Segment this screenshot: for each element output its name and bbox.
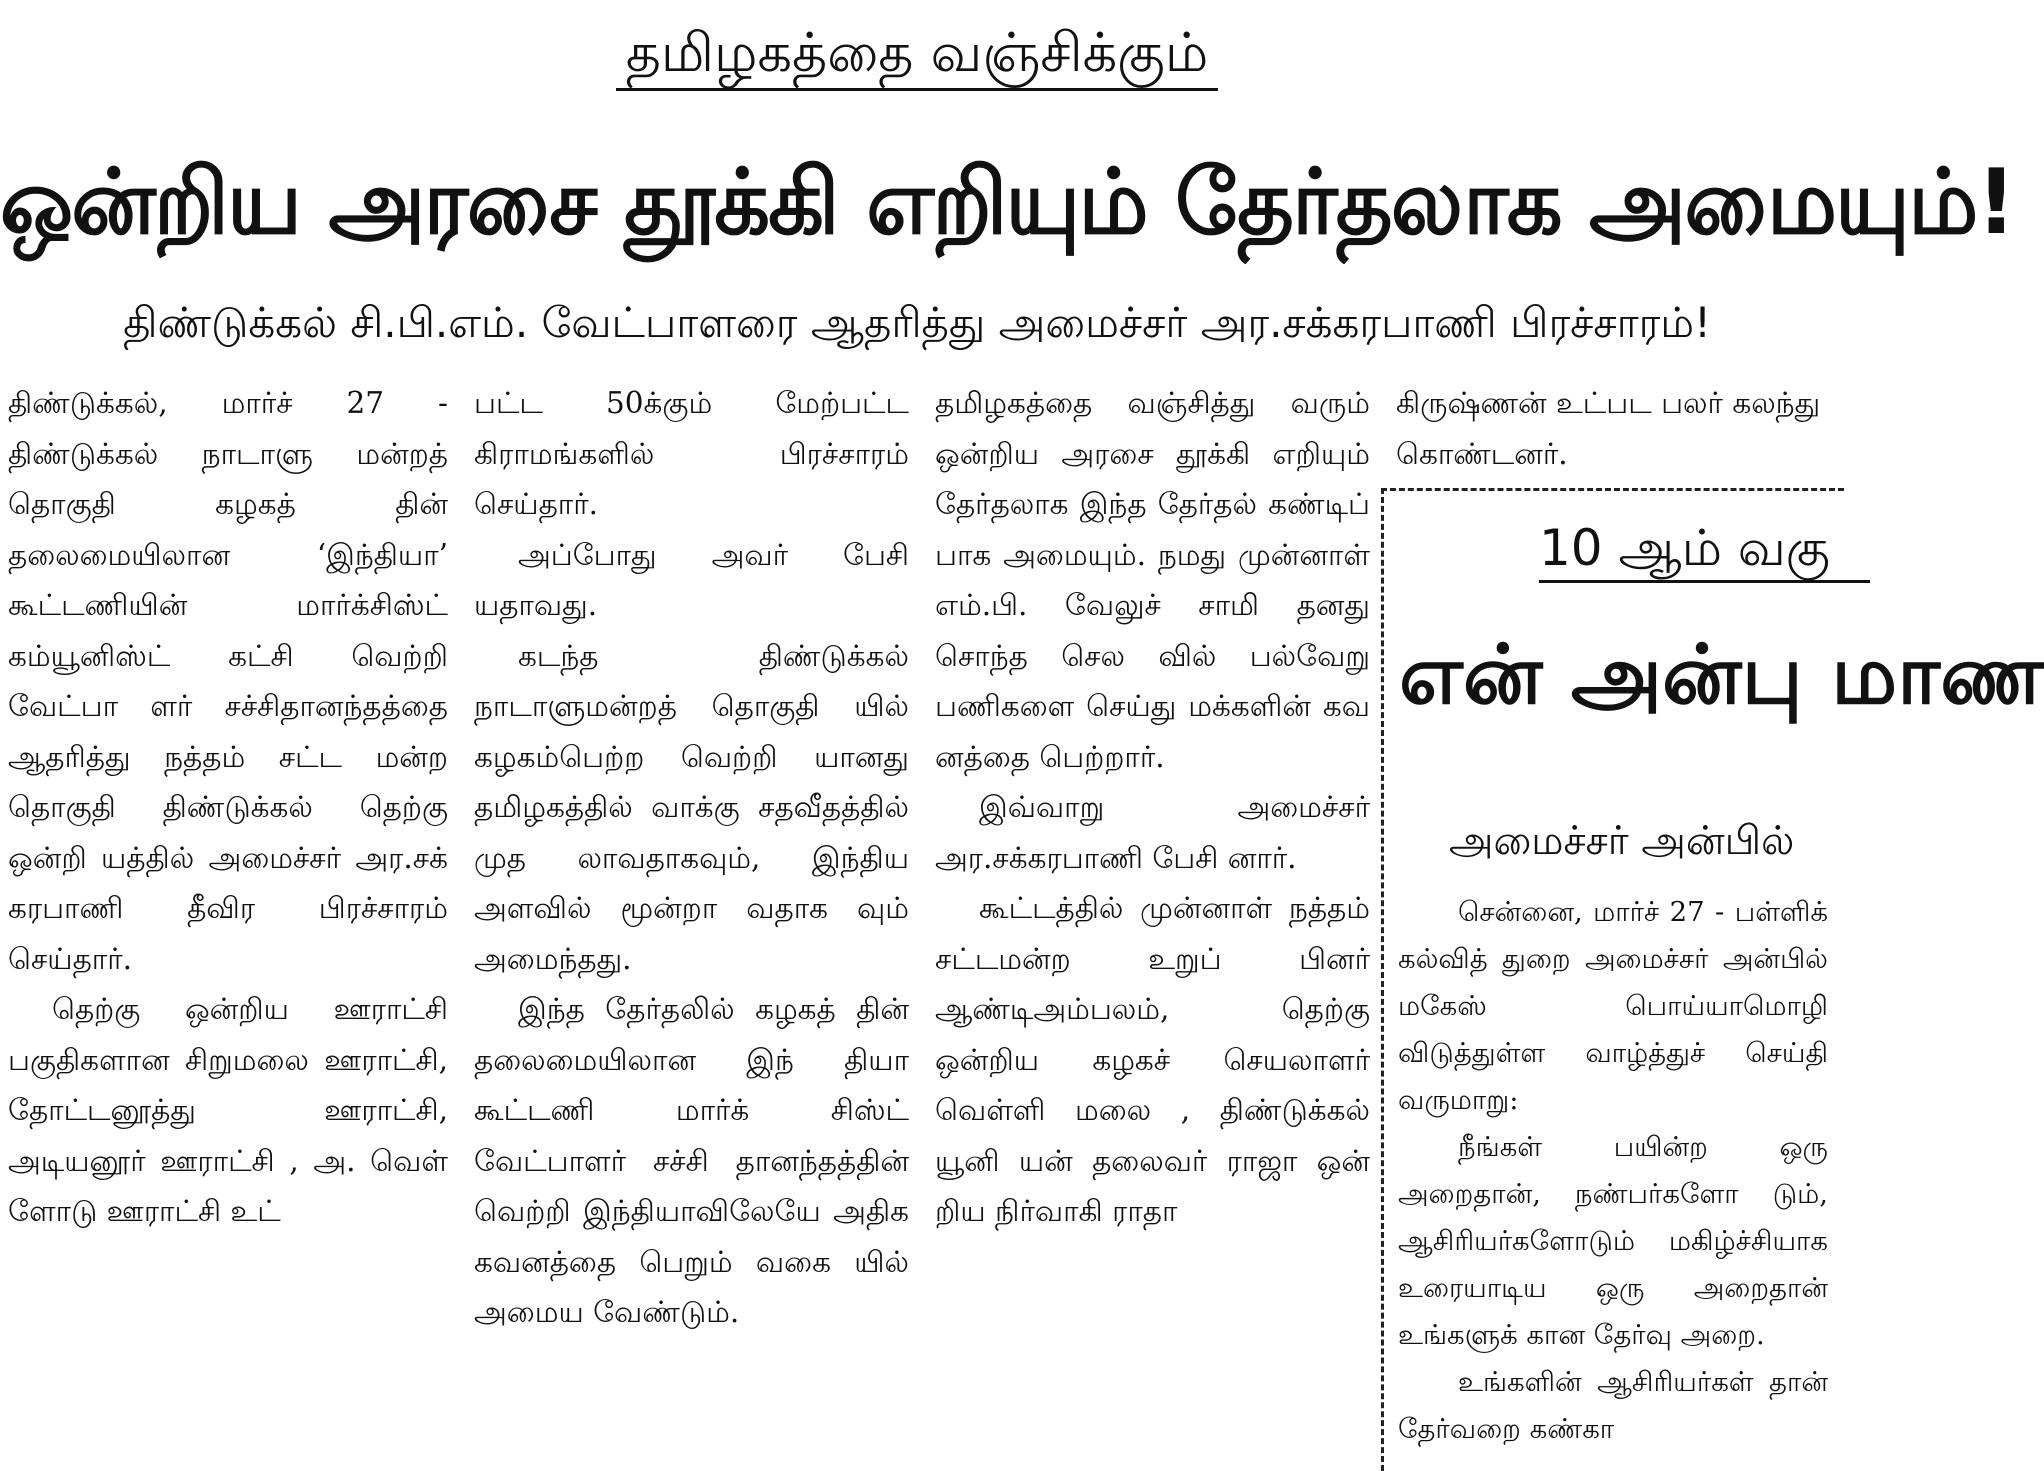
sidebar-deck: அமைச்சர் அன்பில் xyxy=(1449,818,1795,864)
sidebar-paragraph: உங்களின் ஆசிரியர்கள் தான் தேர்வறை கண்கா xyxy=(1398,1366,1828,1445)
article-paragraph: கூட்டத்தில் முன்னாள் நத்தம் சட்டமன்ற உறுப் பினர் ஆண்டிஅம்பலம், தெற்கு ஒன்றிய கழகச் செயலாளர் வெள்ளி மலை , திண்டுக்கல் யூனி யன் தலைவர் ராஜா ஒன் றிய நிர்வாகி ராதா xyxy=(935,891,1370,1228)
sidebar-headline: என் அன்பு மாண xyxy=(1399,628,2044,723)
headline-deck: திண்டுக்கல் சி.பி.எம். வேட்பாளரை ஆதரித்து அமைச்சர் அர.சக்கரபாணி பிரச்சாரம்! xyxy=(123,298,1711,347)
article-paragraph: இந்த தேர்தலில் கழகத் தின் தலைமையிலான இந் தியா கூட்டணி மார்க் சிஸ்ட் வேட்பாளர் சச்சி தானந்தத்தின் வெற்றி இந்தியாவிலேயே அதிக கவனத்தை பெறும் வகை யில் அமைய வேண்டும். xyxy=(474,992,909,1329)
article-column-2 xyxy=(474,378,909,1454)
article-paragraph: கடந்த திண்டுக்கல் நாடாளுமன்றத் தொகுதி யில் கழகம்பெற்ற வெற்றி யானது தமிழகத்தில் வாக்கு சதவீதத்தில் முத லாவதாகவும், இந்திய அளவில் மூன்றா வதாக வும் அமைந்தது. xyxy=(474,638,909,976)
article-paragraph: பட்ட 50க்கும் மேற்பட்ட கிராமங்களில் பிரச்சாரம் செய்தார். xyxy=(474,386,909,521)
sidebar-kicker: 10 ஆம் வகு xyxy=(1539,516,1870,583)
sidebar-body xyxy=(1398,889,1828,1453)
sidebar-article-box xyxy=(1381,488,2044,1471)
sidebar-paragraph: நீங்கள் பயின்ற ஒரு அறைதான், நண்பர்களோ டும், ஆசிரியர்களோடும் மகிழ்ச்சியாக உரையாடிய ஒரு அறைதான் உங்களுக் கான தேர்வு அறை. xyxy=(1398,1131,1828,1351)
article-paragraph: தமிழகத்தை வஞ்சித்து வரும் ஒன்றிய அரசை தூக்கி எறியும் தேர்தலாக இந்த தேர்தல் கண்டிப் பாக அமையும். நமது முன்னாள் எம்.பி. வேலுச் சாமி தனது சொந்த செல வில் பல்வேறு பணிகளை செய்து மக்களின் கவ னத்தை பெற்றார். xyxy=(935,386,1370,774)
article-column-4 xyxy=(1396,378,1834,478)
article-column-3 xyxy=(935,378,1370,1454)
main-headline: ஒன்றிய அரசை தூக்கி எறியும் தேர்தலாக அமையும்! xyxy=(0,150,2015,255)
article-paragraph: திண்டுக்கல், மார்ச் 27 - திண்டுக்கல் நாடாளு மன்றத் தொகுதி கழகத் தின் தலைமையிலான ‘இந்தியா’ கூட்டணியின் மார்க்சிஸ்ட் கம்யூனிஸ்ட் கட்சி வெற்றி வேட்பா ளர் சச்சிதானந்தத்தை ஆதரித்து நத்தம் சட்ட மன்ற தொகுதி திண்டுக்கல் தெற்கு ஒன்றி யத்தில் அமைச்சர் அர.சக் கரபாணி தீவிர பிரச்சாரம் செய்தார். xyxy=(8,386,448,976)
article-paragraph: தெற்கு ஒன்றிய ஊராட்சி பகுதிகளான சிறுமலை ஊராட்சி, தோட்டனூத்து ஊராட்சி, அடியனூர் ஊராட்சி , அ. வெள் ளோடு ஊராட்சி உட் xyxy=(8,992,448,1228)
sidebar-paragraph: சென்னை, மார்ச் 27 - பள்ளிக் கல்வித் துறை அமைச்சர் அன்பில் மகேஸ் பொய்யாமொழி விடுத்துள்ள வாழ்த்துச் செய்தி வருமாறு: xyxy=(1398,896,1828,1116)
article-paragraph: கிருஷ்ணன் உட்பட பலர் கலந்து கொண்டனர். xyxy=(1396,386,1821,471)
article-column-1 xyxy=(8,378,448,1454)
headline-kicker xyxy=(0,18,1834,91)
article-paragraph: இவ்வாறு அமைச்சர் அர.சக்கரபாணி பேசி னார். xyxy=(935,790,1370,875)
headline-kicker-text: தமிழகத்தை வஞ்சிக்கும் xyxy=(616,18,1219,91)
article-paragraph: அப்போது அவர் பேசி யதாவது. xyxy=(474,537,909,622)
